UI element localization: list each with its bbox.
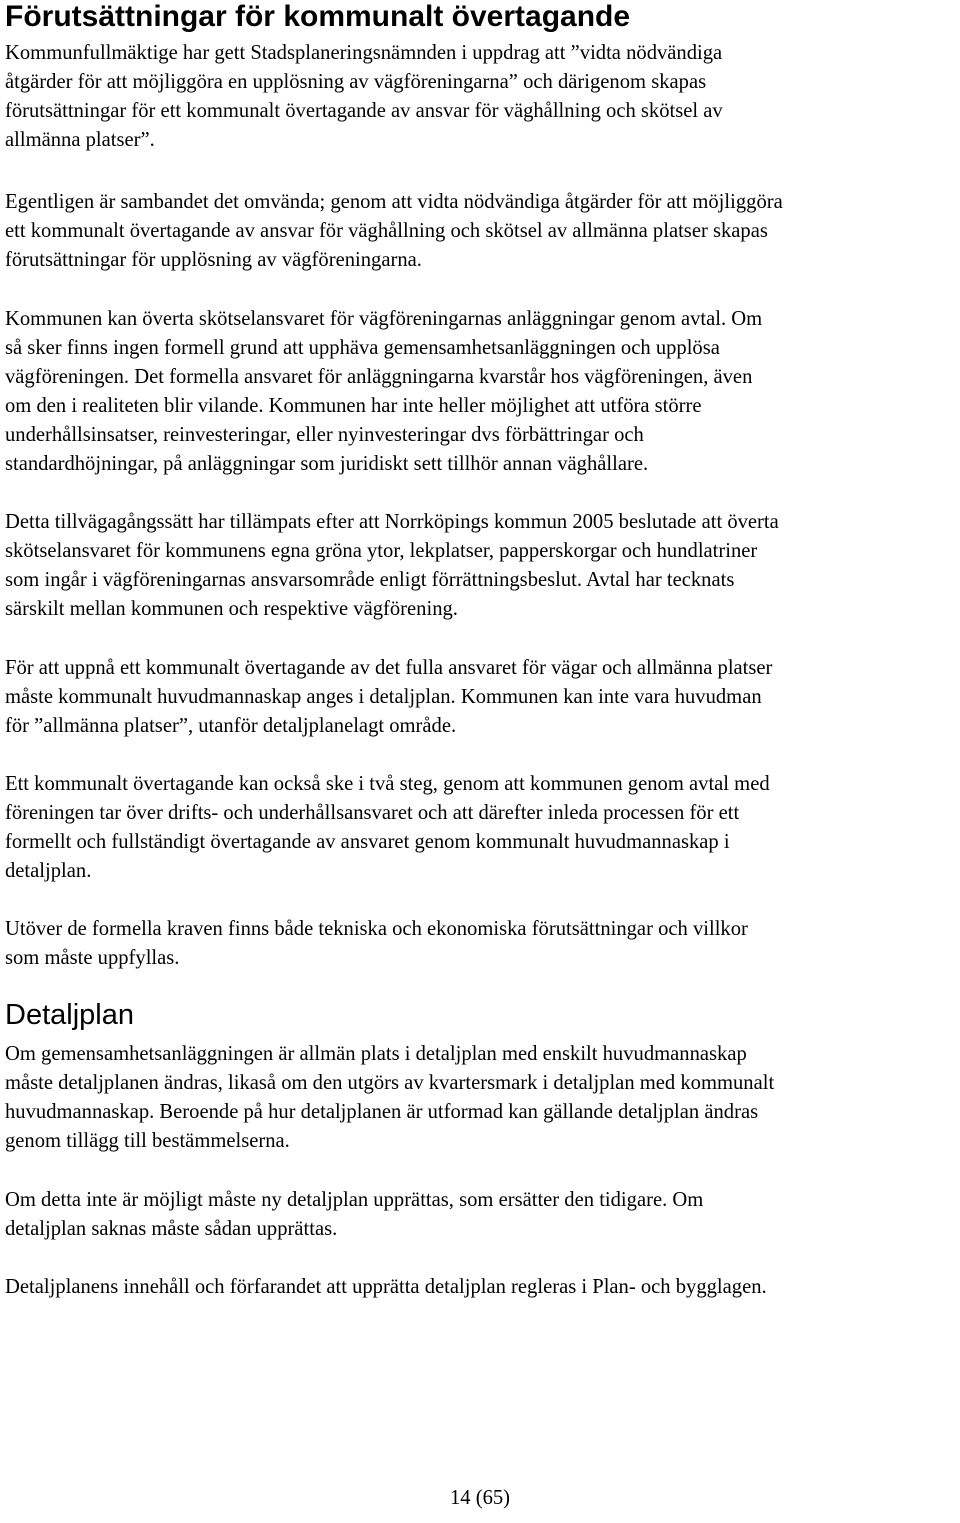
text-line: Detaljplanens innehåll och förfarandet att upprätta detaljplan regleras i Plan- och bygglagen.	[5, 1276, 767, 1298]
text-line: vägföreningen. Det formella ansvaret för anläggningarna kvarstår hos vägföreningen, även	[5, 366, 753, 388]
text-line: Om detta inte är möjligt måste ny detaljplan upprättas, som ersätter den tidigare. Om	[5, 1189, 704, 1211]
text-line: detaljplan saknas måste sådan upprättas.	[5, 1218, 338, 1240]
text-line: Om gemensamhetsanläggningen är allmän plats i detaljplan med enskilt huvudmannaskap	[5, 1043, 747, 1065]
text-line: för ”allmänna platser”, utanför detaljplanelagt område.	[5, 715, 457, 737]
text-line: Kommunen kan överta skötselansvaret för vägföreningarnas anläggningar genom avtal. Om	[5, 308, 763, 330]
text-line: Egentligen är sambandet det omvända; genom att vidta nödvändiga åtgärder för att möjliggöra	[5, 191, 783, 213]
section-heading-forutsattningar: Förutsättningar för kommunalt övertagande	[5, 0, 631, 33]
paragraph	[5, 1040, 774, 1156]
text-line: måste detaljplanen ändras, likaså om den utgörs av kvartersmark i detaljplan med kommunalt	[5, 1072, 775, 1094]
text-line: ett kommunalt övertagande av ansvar för väghållning och skötsel av allmänna platser skapas	[5, 220, 768, 242]
text-line: som måste uppfyllas.	[5, 947, 180, 969]
text-line: särskilt mellan kommunen och respektive vägförening.	[5, 598, 458, 620]
paragraph	[5, 1273, 767, 1302]
page-number: 14 (65)	[449, 1487, 511, 1509]
text-line: detaljplan.	[5, 860, 92, 882]
text-line: förutsättningar för ett kommunalt övertagande av ansvar för väghållning och skötsel av	[5, 100, 723, 122]
paragraph	[5, 915, 748, 973]
text-line: förutsättningar för upplösning av vägföreningarna.	[5, 249, 422, 271]
text-line: Detta tillvägagångssätt har tillämpats efter att Norrköpings kommun 2005 beslutade att överta	[5, 511, 779, 533]
text-line: genom tillägg till bestämmelserna.	[5, 1130, 290, 1152]
paragraph	[5, 188, 783, 275]
text-line: allmänna platser”.	[5, 129, 155, 151]
text-line: underhållsinsatser, reinvesteringar, eller nyinvesteringar dvs förbättringar och	[5, 424, 644, 446]
paragraph	[5, 654, 772, 741]
text-line: så sker finns ingen formell grund att upphäva gemensamhetsanläggningen och upplösa	[5, 337, 720, 359]
paragraph	[5, 39, 723, 155]
text-line: om den i realiteten blir vilande. Kommunen har inte heller möjlighet att utföra större	[5, 395, 702, 417]
text-line: Ett kommunalt övertagande kan också ske i två steg, genom att kommunen genom avtal med	[5, 773, 770, 795]
text-line: skötselansvaret för kommunens egna gröna ytor, lekplatser, papperskorgar och hundlatriner	[5, 540, 758, 562]
text-line: För att uppnå ett kommunalt övertagande av det fulla ansvaret för vägar och allmänna platser	[5, 657, 773, 679]
text-line: måste kommunalt huvudmannaskap anges i detaljplan. Kommunen kan inte vara huvudman	[5, 686, 762, 708]
text-line: Utöver de formella kraven finns både tekniska och ekonomiska förutsättningar och villkor	[5, 918, 748, 940]
text-line: som ingår i vägföreningarnas ansvarsområde enligt förrättningsbeslut. Avtal har tecknats	[5, 569, 735, 591]
text-line: föreningen tar över drifts- och underhållsansvaret och att därefter inleda processen för ett	[5, 802, 740, 824]
paragraph	[5, 1186, 703, 1244]
paragraph	[5, 770, 770, 886]
text-line: Kommunfullmäktige har gett Stadsplaneringsnämnden i uppdrag att ”vidta nödvändiga	[5, 42, 723, 64]
text-line: huvudmannaskap. Beroende på hur detaljplanen är utformad kan gällande detaljplan ändras	[5, 1101, 759, 1123]
section-heading-detaljplan: Detaljplan	[5, 999, 134, 1031]
paragraph	[5, 508, 779, 624]
text-line: formellt och fullständigt övertagande av ansvaret genom kommunalt huvudmannaskap i	[5, 831, 730, 853]
paragraph	[5, 305, 762, 479]
text-line: standardhöjningar, på anläggningar som juridiskt sett tillhör annan väghållare.	[5, 453, 649, 475]
text-line: åtgärder för att möjliggöra en upplösning av vägföreningarna” och därigenom skapas	[5, 71, 707, 93]
